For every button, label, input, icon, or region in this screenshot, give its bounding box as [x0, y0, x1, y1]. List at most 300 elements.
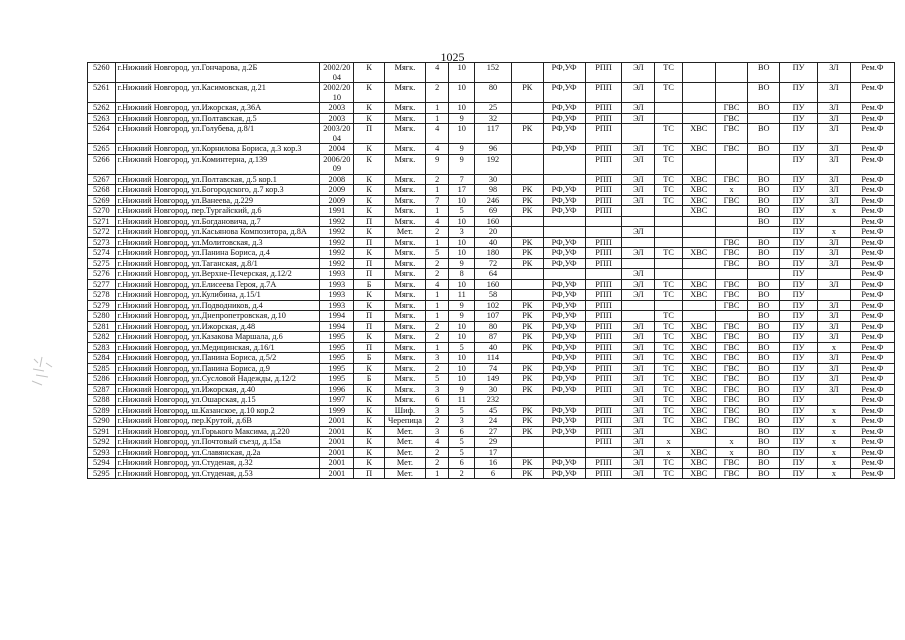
row-number: 5263: [88, 113, 116, 124]
table-row: [88, 353, 895, 364]
rf-uf-cell: РФ,УФ: [543, 342, 585, 353]
vo-cell: [748, 154, 780, 174]
rk-cell: [511, 395, 543, 406]
rpp-cell: РПП: [585, 363, 622, 374]
year-cell: 2001: [320, 437, 354, 448]
rpp-cell: РПП: [585, 321, 622, 332]
scan-artifact-icon: [30, 355, 56, 389]
row-number: 5270: [88, 206, 116, 217]
address-cell: г.Нижний Новгород, ул.Почтовый съезд, д.15а: [115, 437, 320, 448]
address-cell: г.Нижний Новгород, ул.Елисеева Героя, д.7А: [115, 279, 320, 290]
rpp-cell: РПП: [585, 311, 622, 322]
roof-cell: Мягк.: [384, 113, 425, 124]
apartments-cell: 80: [475, 321, 512, 332]
floors-cell: 11: [449, 395, 475, 406]
ts-cell: ТС: [655, 395, 683, 406]
el-cell: [622, 258, 655, 269]
year-cell: 2002/2010: [320, 83, 354, 103]
hvs-cell: ХВС: [682, 384, 715, 395]
pu-cell: ПУ: [780, 154, 818, 174]
rf-uf-cell: РФ,УФ: [543, 321, 585, 332]
table-row: [88, 416, 895, 427]
roof-cell: Мягк.: [384, 124, 425, 144]
floors-cell: 9: [449, 144, 475, 155]
ts-cell: ТС: [655, 321, 683, 332]
pu-cell: ПУ: [780, 416, 818, 427]
hvs-cell: ХВС: [682, 321, 715, 332]
apartments-cell: 180: [475, 248, 512, 259]
material-cell: К: [354, 458, 385, 469]
rk-cell: РК: [511, 374, 543, 385]
rk-cell: [511, 437, 543, 448]
rk-cell: РК: [511, 321, 543, 332]
zl-cell: ЗЛ: [818, 124, 851, 144]
hvs-cell: ХВС: [682, 290, 715, 301]
entrances-cell: 3: [425, 384, 449, 395]
roof-cell: Мягк.: [384, 279, 425, 290]
rf-uf-cell: РФ,УФ: [543, 468, 585, 479]
gvs-cell: ГВС: [715, 290, 748, 301]
address-cell: г.Нижний Новгород, ул.Полтавская, д.5 кор.1: [115, 174, 320, 185]
roof-cell: Мягк.: [384, 216, 425, 227]
address-cell: г.Нижний Новгород, ул.Кулибина, д.15/1: [115, 290, 320, 301]
zl-cell: ЗЛ: [818, 300, 851, 311]
ts-cell: ТС: [655, 332, 683, 343]
ts-cell: ТС: [655, 83, 683, 103]
rf-uf-cell: РФ,УФ: [543, 185, 585, 196]
hvs-cell: [682, 113, 715, 124]
material-cell: П: [354, 468, 385, 479]
address-cell: г.Нижний Новгород, ул.Подводников, д.4: [115, 300, 320, 311]
rpp-cell: РПП: [585, 174, 622, 185]
rpp-cell: РПП: [585, 258, 622, 269]
row-number: 5274: [88, 248, 116, 259]
material-cell: Б: [354, 353, 385, 364]
material-cell: К: [354, 195, 385, 206]
year-cell: 1995: [320, 353, 354, 364]
el-cell: ЭЛ: [622, 103, 655, 114]
floors-cell: 10: [449, 216, 475, 227]
zl-cell: ЗЛ: [818, 154, 851, 174]
year-cell: 1997: [320, 395, 354, 406]
row-number: 5272: [88, 227, 116, 238]
material-cell: К: [354, 83, 385, 103]
fund-cell: Рем.Ф: [850, 311, 894, 322]
row-number: 5269: [88, 195, 116, 206]
apartments-cell: 114: [475, 353, 512, 364]
fund-cell: Рем.Ф: [850, 248, 894, 259]
vo-cell: ВО: [748, 279, 780, 290]
row-number: 5286: [88, 374, 116, 385]
fund-cell: Рем.Ф: [850, 63, 894, 83]
ts-cell: ТС: [655, 185, 683, 196]
pu-cell: ПУ: [780, 458, 818, 469]
row-number: 5294: [88, 458, 116, 469]
address-cell: г.Нижний Новгород, ул.Медицинская, д.16/1: [115, 342, 320, 353]
apartments-cell: 30: [475, 384, 512, 395]
apartments-cell: 24: [475, 416, 512, 427]
table-row: [88, 185, 895, 196]
ts-cell: [655, 300, 683, 311]
year-cell: 1992: [320, 258, 354, 269]
entrances-cell: 7: [425, 195, 449, 206]
ts-cell: x: [655, 437, 683, 448]
vo-cell: ВО: [748, 144, 780, 155]
rk-cell: РК: [511, 185, 543, 196]
ts-cell: ТС: [655, 405, 683, 416]
roof-cell: Мягк.: [384, 290, 425, 301]
entrances-cell: 1: [425, 206, 449, 217]
gvs-cell: ГВС: [715, 248, 748, 259]
rk-cell: РК: [511, 416, 543, 427]
fund-cell: Рем.Ф: [850, 384, 894, 395]
table-row: [88, 447, 895, 458]
entrances-cell: 4: [425, 437, 449, 448]
floors-cell: 2: [449, 468, 475, 479]
pu-cell: ПУ: [780, 185, 818, 196]
pu-cell: ПУ: [780, 113, 818, 124]
vo-cell: ВО: [748, 290, 780, 301]
address-cell: г.Нижний Новгород, ул.Богородского, д.7 кор.3: [115, 185, 320, 196]
hvs-cell: [682, 311, 715, 322]
ts-cell: [655, 237, 683, 248]
rpp-cell: РПП: [585, 384, 622, 395]
fund-cell: Рем.Ф: [850, 405, 894, 416]
entrances-cell: 2: [425, 269, 449, 280]
entrances-cell: 2: [425, 416, 449, 427]
material-cell: П: [354, 124, 385, 144]
address-cell: г.Нижний Новгород, пер.Тургайский, д.6: [115, 206, 320, 217]
address-cell: г.Нижний Новгород, ул.Казакова Маршала, д.6: [115, 332, 320, 343]
rf-uf-cell: РФ,УФ: [543, 311, 585, 322]
gvs-cell: ГВС: [715, 458, 748, 469]
rpp-cell: РПП: [585, 290, 622, 301]
pu-cell: ПУ: [780, 353, 818, 364]
row-number: 5275: [88, 258, 116, 269]
table-row: [88, 258, 895, 269]
apartments-cell: 6: [475, 468, 512, 479]
vo-cell: ВО: [748, 248, 780, 259]
ts-cell: [655, 103, 683, 114]
rpp-cell: РПП: [585, 426, 622, 437]
row-number: 5282: [88, 332, 116, 343]
rk-cell: РК: [511, 384, 543, 395]
row-number: 5291: [88, 426, 116, 437]
fund-cell: Рем.Ф: [850, 300, 894, 311]
ts-cell: [655, 258, 683, 269]
rpp-cell: РПП: [585, 353, 622, 364]
rpp-cell: РПП: [585, 342, 622, 353]
el-cell: ЭЛ: [622, 227, 655, 238]
year-cell: 1994: [320, 311, 354, 322]
roof-cell: Мягк.: [384, 363, 425, 374]
ts-cell: [655, 227, 683, 238]
vo-cell: ВО: [748, 321, 780, 332]
material-cell: П: [354, 237, 385, 248]
roof-cell: Мягк.: [384, 103, 425, 114]
floors-cell: 10: [449, 321, 475, 332]
apartments-cell: 64: [475, 269, 512, 280]
rf-uf-cell: РФ,УФ: [543, 258, 585, 269]
address-cell: г.Нижний Новгород, ул.Днепропетровская, д.10: [115, 311, 320, 322]
row-number: 5293: [88, 447, 116, 458]
entrances-cell: 6: [425, 395, 449, 406]
ts-cell: ТС: [655, 458, 683, 469]
pu-cell: ПУ: [780, 384, 818, 395]
rk-cell: [511, 269, 543, 280]
gvs-cell: ГВС: [715, 174, 748, 185]
zl-cell: x: [818, 426, 851, 437]
floors-cell: 9: [449, 113, 475, 124]
vo-cell: ВО: [748, 332, 780, 343]
row-number: 5284: [88, 353, 116, 364]
floors-cell: 10: [449, 124, 475, 144]
entrances-cell: 2: [425, 83, 449, 103]
zl-cell: ЗЛ: [818, 353, 851, 364]
pu-cell: ПУ: [780, 227, 818, 238]
material-cell: К: [354, 332, 385, 343]
address-cell: г.Нижний Новгород, ул.Панина Бориса, д.9: [115, 363, 320, 374]
address-cell: г.Нижний Новгород, ул.Ижорская, д.40: [115, 384, 320, 395]
roof-cell: Мягк.: [384, 300, 425, 311]
floors-cell: 10: [449, 279, 475, 290]
entrances-cell: 5: [425, 248, 449, 259]
pu-cell: ПУ: [780, 311, 818, 322]
row-number: 5262: [88, 103, 116, 114]
year-cell: 2004: [320, 144, 354, 155]
vo-cell: ВО: [748, 384, 780, 395]
vo-cell: ВО: [748, 258, 780, 269]
roof-cell: Мягк.: [384, 258, 425, 269]
rk-cell: [511, 113, 543, 124]
apartments-cell: 30: [475, 174, 512, 185]
entrances-cell: 4: [425, 63, 449, 83]
ts-cell: ТС: [655, 311, 683, 322]
table-row: [88, 363, 895, 374]
el-cell: ЭЛ: [622, 447, 655, 458]
floors-cell: 9: [449, 258, 475, 269]
table-row: [88, 342, 895, 353]
pu-cell: ПУ: [780, 426, 818, 437]
table-row: [88, 227, 895, 238]
address-cell: г.Нижний Новгород, ул.Богдановича, д.7: [115, 216, 320, 227]
row-number: 5268: [88, 185, 116, 196]
material-cell: К: [354, 395, 385, 406]
rpp-cell: [585, 269, 622, 280]
hvs-cell: [682, 83, 715, 103]
zl-cell: x: [818, 206, 851, 217]
el-cell: ЭЛ: [622, 342, 655, 353]
floors-cell: 17: [449, 185, 475, 196]
table-row: [88, 113, 895, 124]
vo-cell: ВО: [748, 185, 780, 196]
hvs-cell: ХВС: [682, 363, 715, 374]
gvs-cell: ГВС: [715, 374, 748, 385]
rk-cell: РК: [511, 426, 543, 437]
rpp-cell: РПП: [585, 458, 622, 469]
zl-cell: x: [818, 416, 851, 427]
fund-cell: Рем.Ф: [850, 363, 894, 374]
address-cell: г.Нижний Новгород, ул.Студеная, д.53: [115, 468, 320, 479]
ts-cell: ТС: [655, 195, 683, 206]
fund-cell: Рем.Ф: [850, 468, 894, 479]
row-number: 5283: [88, 342, 116, 353]
rk-cell: [511, 174, 543, 185]
material-cell: К: [354, 300, 385, 311]
floors-cell: 9: [449, 154, 475, 174]
ts-cell: ТС: [655, 416, 683, 427]
pu-cell: ПУ: [780, 468, 818, 479]
pu-cell: ПУ: [780, 216, 818, 227]
entrances-cell: 2: [425, 258, 449, 269]
rf-uf-cell: РФ,УФ: [543, 144, 585, 155]
rf-uf-cell: РФ,УФ: [543, 300, 585, 311]
rf-uf-cell: РФ,УФ: [543, 384, 585, 395]
address-cell: г.Нижний Новгород, ул.Славянская, д.2а: [115, 447, 320, 458]
year-cell: 1995: [320, 342, 354, 353]
el-cell: ЭЛ: [622, 83, 655, 103]
entrances-cell: 2: [425, 363, 449, 374]
floors-cell: 5: [449, 437, 475, 448]
address-cell: г.Нижний Новгород, ул.Ижорская, д.48: [115, 321, 320, 332]
el-cell: [622, 206, 655, 217]
pu-cell: ПУ: [780, 437, 818, 448]
hvs-cell: ХВС: [682, 447, 715, 458]
gvs-cell: ГВС: [715, 279, 748, 290]
roof-cell: Мягк.: [384, 83, 425, 103]
rf-uf-cell: [543, 216, 585, 227]
hvs-cell: [682, 154, 715, 174]
year-cell: 2003: [320, 113, 354, 124]
rk-cell: [511, 290, 543, 301]
entrances-cell: 1: [425, 185, 449, 196]
fund-cell: Рем.Ф: [850, 195, 894, 206]
rf-uf-cell: [543, 174, 585, 185]
table-row: [88, 124, 895, 144]
pu-cell: ПУ: [780, 144, 818, 155]
hvs-cell: [682, 300, 715, 311]
el-cell: ЭЛ: [622, 468, 655, 479]
rpp-cell: РПП: [585, 103, 622, 114]
apartments-cell: 45: [475, 405, 512, 416]
gvs-cell: [715, 269, 748, 280]
material-cell: К: [354, 437, 385, 448]
vo-cell: ВО: [748, 405, 780, 416]
roof-cell: Мягк.: [384, 332, 425, 343]
rk-cell: РК: [511, 342, 543, 353]
rf-uf-cell: [543, 227, 585, 238]
gvs-cell: ГВС: [715, 384, 748, 395]
address-cell: г.Нижний Новгород, ул.Таганская, д.8/1: [115, 258, 320, 269]
fund-cell: Рем.Ф: [850, 258, 894, 269]
year-cell: 1992: [320, 216, 354, 227]
roof-cell: Мягк.: [384, 384, 425, 395]
hvs-cell: [682, 227, 715, 238]
roof-cell: Мягк.: [384, 63, 425, 83]
row-number: 5295: [88, 468, 116, 479]
material-cell: К: [354, 103, 385, 114]
floors-cell: 10: [449, 237, 475, 248]
rk-cell: РК: [511, 248, 543, 259]
ts-cell: ТС: [655, 290, 683, 301]
material-cell: К: [354, 363, 385, 374]
year-cell: 2001: [320, 458, 354, 469]
pu-cell: ПУ: [780, 206, 818, 217]
hvs-cell: [682, 63, 715, 83]
vo-cell: ВО: [748, 468, 780, 479]
material-cell: П: [354, 311, 385, 322]
pu-cell: ПУ: [780, 342, 818, 353]
apartments-cell: 16: [475, 458, 512, 469]
gvs-cell: ГВС: [715, 103, 748, 114]
ts-cell: [655, 113, 683, 124]
roof-cell: Шиф.: [384, 405, 425, 416]
table-row: [88, 300, 895, 311]
rk-cell: РК: [511, 458, 543, 469]
ts-cell: [655, 216, 683, 227]
rf-uf-cell: РФ,УФ: [543, 103, 585, 114]
table-row: [88, 103, 895, 114]
fund-cell: Рем.Ф: [850, 216, 894, 227]
table-row: [88, 405, 895, 416]
table-row: [88, 468, 895, 479]
el-cell: [622, 300, 655, 311]
material-cell: К: [354, 144, 385, 155]
table-row: [88, 332, 895, 343]
rk-cell: РК: [511, 363, 543, 374]
rk-cell: РК: [511, 206, 543, 217]
housing-register-table: [87, 62, 895, 479]
year-cell: 2009: [320, 185, 354, 196]
roof-cell: Мет.: [384, 468, 425, 479]
address-cell: г.Нижний Новгород, ул.Ванеева, д.229: [115, 195, 320, 206]
entrances-cell: 4: [425, 279, 449, 290]
floors-cell: 10: [449, 353, 475, 364]
fund-cell: Рем.Ф: [850, 185, 894, 196]
apartments-cell: 96: [475, 144, 512, 155]
address-cell: г.Нижний Новгород, ул.Коминтерна, д.139: [115, 154, 320, 174]
floors-cell: 5: [449, 206, 475, 217]
gvs-cell: x: [715, 185, 748, 196]
rpp-cell: РПП: [585, 437, 622, 448]
gvs-cell: [715, 311, 748, 322]
floors-cell: 5: [449, 342, 475, 353]
address-cell: г.Нижний Новгород, ул.Ошарская, д.15: [115, 395, 320, 406]
rpp-cell: РПП: [585, 124, 622, 144]
hvs-cell: [682, 103, 715, 114]
rk-cell: [511, 447, 543, 458]
fund-cell: Рем.Ф: [850, 154, 894, 174]
hvs-cell: ХВС: [682, 374, 715, 385]
vo-cell: ВО: [748, 374, 780, 385]
roof-cell: Мет.: [384, 458, 425, 469]
pu-cell: ПУ: [780, 124, 818, 144]
floors-cell: 10: [449, 83, 475, 103]
row-number: 5279: [88, 300, 116, 311]
gvs-cell: ГВС: [715, 342, 748, 353]
rf-uf-cell: [543, 154, 585, 174]
pu-cell: ПУ: [780, 332, 818, 343]
rk-cell: РК: [511, 237, 543, 248]
rpp-cell: РПП: [585, 206, 622, 217]
row-number: 5276: [88, 269, 116, 280]
el-cell: ЭЛ: [622, 332, 655, 343]
material-cell: П: [354, 342, 385, 353]
apartments-cell: 32: [475, 113, 512, 124]
vo-cell: ВО: [748, 363, 780, 374]
apartments-cell: 107: [475, 311, 512, 322]
zl-cell: ЗЛ: [818, 332, 851, 343]
